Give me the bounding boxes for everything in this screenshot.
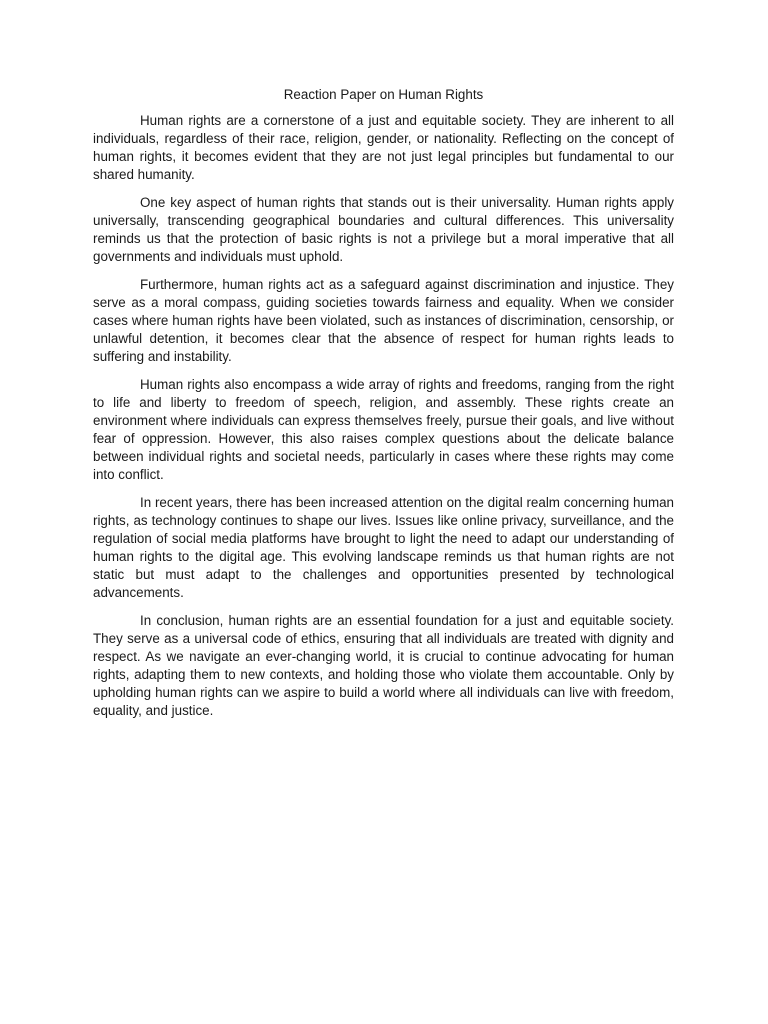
- paragraph-safeguard: Furthermore, human rights act as a safeguard against discrimination and injustice. They serve as a moral compass, guiding societies towards fairness and equality. When we consider cases where human rights have been violated, such as instances of discrimination, censorship, or unlawful detention, it becomes clear that the absence of respect for human rights leads to suffering and instability.: [93, 277, 674, 364]
- paragraph-digital-realm: In recent years, there has been increased attention on the digital realm concerning human rights, as technology continues to shape our lives. Issues like online privacy, surveillance, and the regulation of social media platforms have brought to light the need to adapt our understanding of human rights to the digital age. This evolving landscape reminds us that human rights are not static but must adapt to the challenges and opportunities presented by technological advancements.: [93, 495, 674, 600]
- paragraph-conclusion: In conclusion, human rights are an essential foundation for a just and equitable society. They serve as a universal code of ethics, ensuring that all individuals are treated with dignity and respect. As we navigate an ever-changing world, it is crucial to continue advocating for human rights, adapting them to new contexts, and holding those who violate them accountable. Only by upholding human rights can we aspire to build a world where all individuals can live with freedom, equality, and justice.: [93, 613, 674, 718]
- document-title: Reaction Paper on Human Rights: [283, 87, 484, 102]
- paragraph-introduction: Human rights are a cornerstone of a just and equitable society. They are inherent to all individuals, regardless of their race, religion, gender, or nationality. Reflecting on the concept of human rights, it becomes evident that they are not just legal principles but fundamental to our shared humanity.: [93, 113, 674, 182]
- paragraph-rights-and-freedoms: Human rights also encompass a wide array of rights and freedoms, ranging from the right to life and liberty to freedom of speech, religion, and assembly. These rights create an environment where individuals can express themselves freely, pursue their goals, and live without fear of oppression. However, this also raises complex questions about the delicate balance between individual rights and societal needs, particularly in cases where these rights may come into conflict.: [93, 377, 674, 482]
- paragraph-universality: One key aspect of human rights that stands out is their universality. Human rights apply universally, transcending geographical boundaries and cultural differences. This universality reminds us that the protection of basic rights is not a privilege but a moral imperative that all governments and individuals must uphold.: [93, 195, 674, 264]
- document-body: [93, 86, 674, 730]
